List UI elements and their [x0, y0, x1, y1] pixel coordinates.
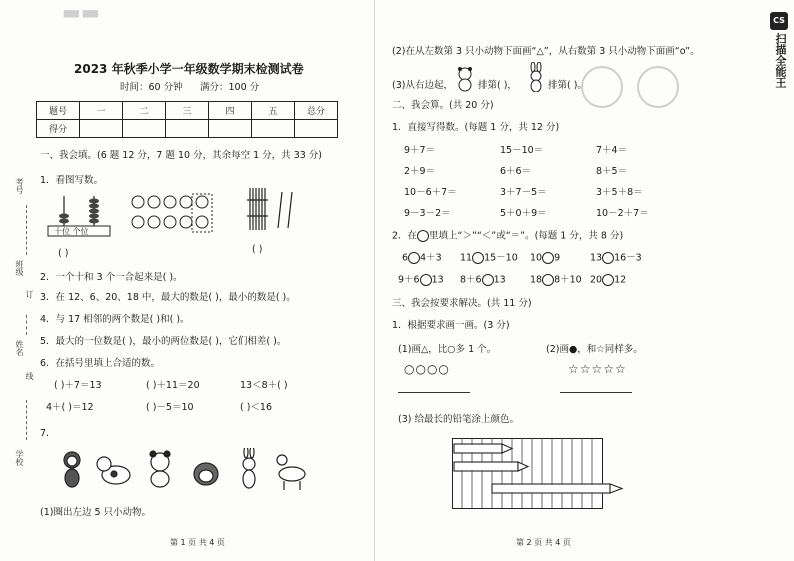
binding-margin [8, 150, 34, 550]
exam-title: 2023 年秋季小学一年级数学期末检测试卷 [74, 62, 304, 76]
stick-bundle-icon [244, 186, 304, 234]
faint-clock-icons [580, 62, 690, 112]
q3-1-3-text: (3) 给最长的铅笔涂上颜色。 [398, 414, 519, 425]
compare-circle[interactable] [482, 274, 494, 286]
calc-item[interactable]: 7＋4＝ [596, 145, 628, 156]
draw-line[interactable] [398, 392, 470, 393]
equation[interactable]: ( )＋11＝20 [146, 380, 200, 391]
binding-line [26, 315, 27, 335]
score-cell[interactable] [123, 120, 166, 138]
banji-label: 班级 [15, 260, 24, 276]
score-table [36, 101, 338, 138]
circle-row: ○○○○ [404, 362, 450, 376]
score-cell[interactable] [209, 120, 252, 138]
page-footer-right: 第 2 页 共 4 页 [516, 538, 571, 547]
monkey-icon [64, 452, 80, 487]
q7-1-text: (1)圈出左边 5 只小动物。 [40, 507, 152, 518]
calc-item[interactable]: 5＋0＋9＝ [500, 208, 547, 219]
deer-icon [277, 455, 305, 490]
abacus-place-labels: 十位 个位 [54, 227, 89, 236]
q6-text: 6．在括号里填上合适的数。 [40, 358, 161, 369]
q3-text: 3．在 12、6、20、18 中，最大的数是( )，最小的数是( )。 [40, 292, 296, 303]
score-header-cell: 题号 [37, 102, 80, 120]
calc-item[interactable]: 8＋5＝ [596, 166, 628, 177]
section-1-heading: 一、我会填。(6 题 12 分，7 题 10 分，其余每空 1 分，共 33 分) [40, 150, 323, 161]
compare-circle[interactable] [472, 252, 484, 264]
calc-item[interactable]: 9－3－2＝ [404, 208, 451, 219]
q3-1-2-text: (2)画●，和☆同样多。 [546, 344, 643, 355]
calc-item[interactable]: 9＋7＝ [404, 145, 436, 156]
score-cell[interactable] [166, 120, 209, 138]
compare-item[interactable]: 20 12 [590, 274, 627, 286]
xuexiao-label: 学校 [15, 450, 24, 466]
calc-item[interactable]: 3＋5＋8＝ [596, 187, 643, 198]
scanner-badge [770, 12, 788, 124]
q2-1-text: 1．直接写得数。(每题 1 分，共 12 分) [392, 122, 560, 133]
xian-mark: 线 [25, 372, 34, 380]
q7-3-panda-blank[interactable]: 排第( )， [478, 80, 517, 91]
score-cell[interactable] [295, 120, 338, 138]
equation[interactable]: ( )＋7＝13 [54, 380, 102, 391]
q4-text: 4．与 17 相邻的两个数是( )和( )。 [40, 314, 190, 325]
page-footer-left: 第 1 页 共 4 页 [170, 538, 225, 547]
rabbit-icon [243, 448, 255, 488]
calc-item[interactable]: 10－6＋7＝ [404, 187, 457, 198]
dog-icon [194, 463, 218, 485]
score-header-cell: 二 [123, 102, 166, 120]
compare-item[interactable]: 10 9 [530, 252, 561, 264]
pencil-icon [454, 444, 512, 453]
equation[interactable]: 13＜8＋( ) [240, 380, 288, 391]
score-header-cell: 五 [252, 102, 295, 120]
compare-item[interactable]: 13 16－3 [590, 252, 642, 264]
compare-circle[interactable] [602, 274, 614, 286]
q3-1-text: 1．根据要求画一画。(3 分) [392, 320, 510, 331]
star-row: ☆☆☆☆☆ [568, 362, 627, 376]
q3-1-1-text: (1)画△，比○多 1 个。 [398, 344, 497, 355]
circle-icon [417, 230, 429, 242]
pencil-grid [452, 438, 642, 510]
binding-line [26, 400, 27, 440]
compare-item[interactable]: 9＋6 13 [398, 274, 444, 286]
pencil-icon [454, 462, 528, 471]
compare-circle[interactable] [420, 274, 432, 286]
binding-line [26, 205, 27, 255]
score-header-cell: 三 [166, 102, 209, 120]
animal-row [56, 448, 316, 490]
q5-text: 5．最大的一位数是( )，最小的两位数是( )，它们相差( )。 [40, 336, 287, 347]
scanner-badge-text: 扫描全能王 [774, 33, 787, 88]
section-2-heading: 二、我会算。(共 20 分) [392, 100, 494, 111]
q2-2-text [392, 230, 623, 243]
score-row-label: 得分 [37, 120, 80, 138]
apple-group-icon [130, 192, 214, 236]
compare-item[interactable]: 8＋6 13 [460, 274, 506, 286]
panda-icon [456, 66, 474, 92]
q2-text: 2．一个十和 3 个一合起来是( )。 [40, 272, 183, 283]
calc-item[interactable]: 3＋7－5＝ [500, 187, 547, 198]
q7-3-rabbit-blank[interactable]: 排第( )。 [548, 80, 587, 91]
compare-item[interactable]: 11 15－10 [460, 252, 518, 264]
equation[interactable]: 4＋( )＝12 [46, 402, 94, 413]
ding-mark: 订 [25, 290, 34, 298]
score-cell[interactable] [80, 120, 123, 138]
page-divider [374, 0, 375, 561]
pencil-icon [492, 484, 622, 493]
q2-2-prefix: 2．在 [392, 230, 418, 242]
equation[interactable]: ( )＜16 [240, 402, 273, 413]
score-header-cell: 四 [209, 102, 252, 120]
draw-line[interactable] [560, 392, 632, 393]
compare-item[interactable]: 6 4＋3 [402, 252, 442, 264]
xingming-label: 姓名 [15, 340, 24, 356]
calc-item[interactable]: 10－2＋7＝ [596, 208, 649, 219]
compare-circle[interactable] [408, 252, 420, 264]
exam-full-score: 满分：100 分 [200, 82, 260, 93]
exam-time: 时间：60 分钟 [120, 82, 183, 93]
calc-item[interactable]: 6＋6＝ [500, 166, 532, 177]
compare-circle[interactable] [602, 252, 614, 264]
score-header-cell: 一 [80, 102, 123, 120]
answer-blank[interactable]: ( ) [58, 248, 69, 259]
section-3-heading: 三、我会按要求解决。(共 11 分) [392, 298, 532, 309]
q7-text: 7. [40, 428, 50, 439]
calc-item[interactable]: 2＋9＝ [404, 166, 436, 177]
compare-circle[interactable] [542, 252, 554, 264]
score-header-cell: 总分 [295, 102, 338, 120]
camscanner-logo-icon: CS [770, 12, 788, 30]
kaohao-label: 考号 [15, 178, 24, 194]
answer-blank[interactable]: ( ) [252, 244, 263, 255]
equation[interactable]: ( )－5＝10 [146, 402, 194, 413]
cow-icon [97, 457, 130, 484]
q7-3-prefix: (3)从右边起， [392, 80, 453, 91]
compare-circle[interactable] [542, 274, 554, 286]
calc-item[interactable]: 15－10＝ [500, 145, 544, 156]
compare-item[interactable]: 18 8＋10 [530, 274, 582, 286]
exam-page: ▬▬ 考号 班级 订 姓名 线 学校 2023 年秋季小学一年级数学期末检测试卷 时间：60 分钟 满分：100 分 题号 一 二 三 四 五 总分 得分 一、我会填。(6 题 12 分，7 题 10 分，其余每空 1 分，共 33 分) 1．看图写数。 十位 个位 ( ) ( ) 2．一个十和 3 个一合起来是( )。 3．在 12、6、20、18 中，最大的数是( )，最小的数是( )。 4．与 17 相邻的两个数是( )和( )。 5．最大的一位数是( )，最小的两位数是( )，它们相差( )。 6．在括号里填上合适的数。 ( )＋7＝13 ( )＋11＝20 13＜8＋( ) 4＋( )＝12 ( )－5＝10 ( )＜16 7. (1)圈出左边 5 只小动物。 第 1 页 共 4 页 (2)在从左数第 3 只小动物下面画“△”，从右数第 3 只小动物下面画“o”。 (3)从右边起， 排第( )， 排第( )。 二、我会算。(共 20 分) 1．直接写得数。(每题 1 分，共 12 分) 9＋7＝ 15－10＝ 7＋4＝ 2＋9＝ 6＋6＝ 8＋5＝ 10－6＋7＝ 3＋7－5＝ 3＋5＋8＝ 9－3－2＝ 5＋0＋9＝ 10－2＋7＝ 2．在 里填上“＞”“＜”或“＝”。(每题 1 分，共 8 分) 6 4＋3 11 15－10 10 9 13 16－3 9＋6 13 8＋6 13 18 8＋10 20 12 三、我会按要求解决。(共 11 分) 1．根据要求画一画。(3 分) (1)画△，比○多 1 个。 (2)画●，和☆同样多。 ○○○○ ☆☆☆☆☆ (3) 给最长的铅笔涂上颜色。 第 2 页 共 4 页 CS 扫描全能王 [0, 0, 794, 561]
panda-icon [150, 451, 170, 487]
q7-2-text: (2)在从左数第 3 只小动物下面画“△”，从右数第 3 只小动物下面画“o”。 [392, 46, 700, 57]
q2-2-rest: 里填上“＞”“＜”或“＝”。(每题 1 分，共 8 分) [429, 230, 624, 242]
q1-text: 1．看图写数。 [40, 175, 104, 186]
rabbit-icon [528, 62, 544, 92]
score-cell[interactable] [252, 120, 295, 138]
